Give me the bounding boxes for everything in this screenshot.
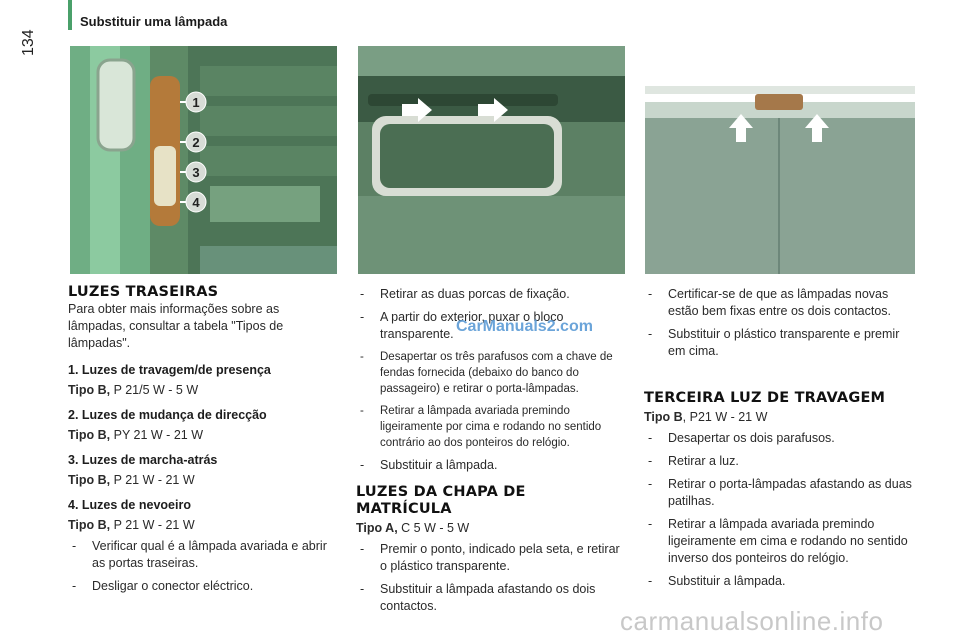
rear-lights-steps-last bbox=[356, 457, 626, 474]
page-header-title: Substituir uma lâmpada bbox=[80, 14, 228, 29]
section-title-rear-lights: LUZES TRASEIRAS bbox=[68, 284, 219, 300]
callout-1: 1 bbox=[192, 95, 200, 110]
list-item: - Substituir a lâmpada afastando os dois contactos. bbox=[356, 581, 626, 615]
list-item: - Desapertar os dois parafusos. bbox=[644, 430, 916, 447]
rear-lights-steps bbox=[68, 538, 336, 595]
list-item: - A partir do exterior, puxar o bloco transparente. bbox=[356, 309, 626, 343]
license-plate-type: Tipo A, C 5 W - 5 W bbox=[356, 521, 470, 535]
item-title-1: 1. Luzes de travagem/de presença bbox=[68, 363, 271, 377]
column-license-plate bbox=[356, 286, 626, 621]
list-item: - Verificar qual é a lâmpada avariada e abrir as portas traseiras. bbox=[68, 538, 336, 572]
callout-2: 2 bbox=[192, 135, 200, 150]
rear-lights-steps-small bbox=[356, 349, 626, 451]
callout-3: 3 bbox=[192, 165, 200, 180]
item-type-3: Tipo B, P 21 W - 21 W bbox=[68, 473, 195, 487]
column-third-brake bbox=[644, 286, 916, 596]
item-type-4: Tipo B, P 21 W - 21 W bbox=[68, 518, 195, 532]
list-item: - Retirar a lâmpada avariada premindo ligeiramente por cima e rodando no sentido contrário ao dos ponteiros do relógio. bbox=[356, 403, 626, 451]
license-plate-lights-illustration bbox=[358, 46, 625, 274]
item-type-1: Tipo B, P 21/5 W - 5 W bbox=[68, 383, 199, 397]
item-title-4: 4. Luzes de nevoeiro bbox=[68, 498, 191, 512]
list-item: - Premir o ponto, indicado pela seta, e retirar o plástico transparente. bbox=[356, 541, 626, 575]
column-rear-lights bbox=[68, 284, 336, 601]
item-title-3: 3. Luzes de marcha-atrás bbox=[68, 453, 218, 467]
third-brake-light-illustration bbox=[645, 46, 915, 274]
watermark-carmanuals2: CarManuals2.com bbox=[456, 318, 593, 335]
list-item: - Substituir o plástico transparente e premir em cima. bbox=[644, 326, 916, 360]
header-accent-bar bbox=[68, 0, 72, 30]
list-item: - Substituir a lâmpada. bbox=[356, 457, 626, 474]
license-plate-steps-continued bbox=[644, 286, 916, 360]
page-number: 134 bbox=[20, 29, 37, 56]
watermark-carmanualsonline: carmanualsonline.info bbox=[620, 606, 884, 636]
list-item: - Retirar a lâmpada avariada premindo ligeiramente em cima e rodando no sentido inverso dos ponteiros do relógio. bbox=[644, 516, 916, 567]
list-item: - Retirar o porta-lâmpadas afastando as duas patilhas. bbox=[644, 476, 916, 510]
rear-lights-illustration bbox=[70, 46, 337, 274]
item-title-2: 2. Luzes de mudança de direcção bbox=[68, 408, 267, 422]
rear-lights-intro: Para obter mais informações sobre as lâmpadas, consultar a tabela "Tipos de lâmpadas". bbox=[68, 302, 284, 350]
list-item: - Certificar-se de que as lâmpadas novas estão bem fixas entre os dois contactos. bbox=[644, 286, 916, 320]
section-title-third-brake: TERCEIRA LUZ DE TRAVAGEM bbox=[644, 390, 886, 406]
callout-4: 4 bbox=[192, 195, 200, 210]
list-item: - Desligar o conector eléctrico. bbox=[68, 578, 336, 595]
third-brake-steps bbox=[644, 430, 916, 590]
list-item: - Desapertar os três parafusos com a chave de fendas fornecida (debaixo do banco do passageiro) e retirar o porta-lâmpadas. bbox=[356, 349, 626, 397]
list-item: - Retirar a luz. bbox=[644, 453, 916, 470]
third-brake-type: Tipo B, P21 W - 21 W bbox=[644, 410, 768, 424]
list-item: - Substituir a lâmpada. bbox=[644, 573, 916, 590]
license-plate-steps bbox=[356, 541, 626, 615]
list-item: - Retirar as duas porcas de fixação. bbox=[356, 286, 626, 303]
section-title-license-plate: LUZES DA CHAPA DE MATRÍCULA bbox=[356, 484, 526, 517]
item-type-2: Tipo B, PY 21 W - 21 W bbox=[68, 428, 203, 442]
